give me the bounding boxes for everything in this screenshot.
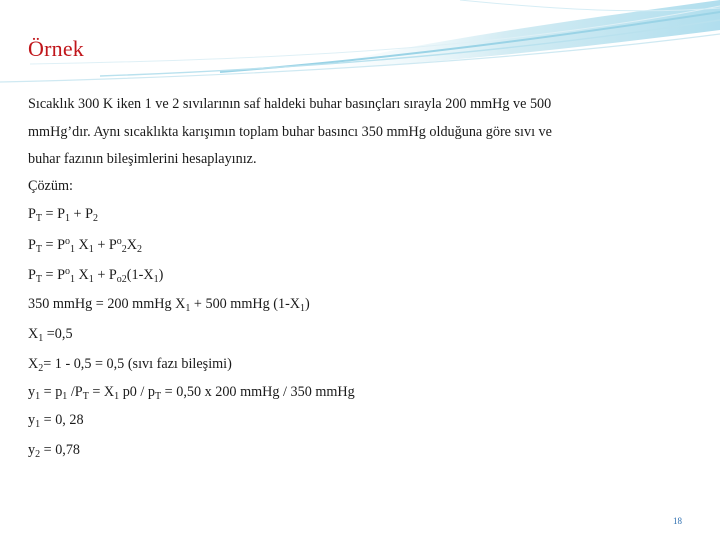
equation-7: $y_1 = p_1$ $/P_T = X_1$ $p0 / p_T = 0,50$ x 200 mmHg / 350 mmHg	[28, 384, 355, 402]
header-wave-decoration	[0, 0, 720, 90]
equation-1: $P_T = P_1 + P_2$	[28, 206, 98, 224]
problem-line-1: Sıcaklık 300 K iken 1 ve 2 sıvılarının saf haldeki buhar basınçları sırayla 200 mmHg ve 500	[28, 96, 552, 112]
equation-2: $P_T = P^o_1$ $X_1 + P^o_2X_2$	[28, 236, 143, 255]
slide-title: Örnek	[28, 36, 84, 61]
equation-6: $X_2= 1 - 0,5 = 0,5$ (sıvı fazı bileşimi)	[28, 356, 232, 374]
equation-3: $P_T = P^o_1$ $X_1 + P_{o2}(1-X_1)$	[28, 266, 164, 285]
page-number: 18	[673, 516, 682, 526]
solution-label: Çözüm:	[28, 178, 73, 194]
equation-8: $y_1 = 0$, 28	[28, 412, 84, 430]
equation-5: $X_1 =0,5$	[28, 326, 73, 344]
equation-9: $y_2 = 0,78$	[28, 442, 81, 460]
problem-line-3: buhar fazının bileşimlerini hesaplayınız.	[28, 151, 257, 167]
problem-line-2: mmHg’dır. Aynı sıcaklıkta karışımın toplam buhar basıncı 350 mmHg olduğuna göre sıvı ve	[28, 124, 552, 140]
equation-4: 350 mmHg = 200 mmHg $X_1 + 500$ mmHg $(1-X_1)$	[28, 296, 310, 314]
